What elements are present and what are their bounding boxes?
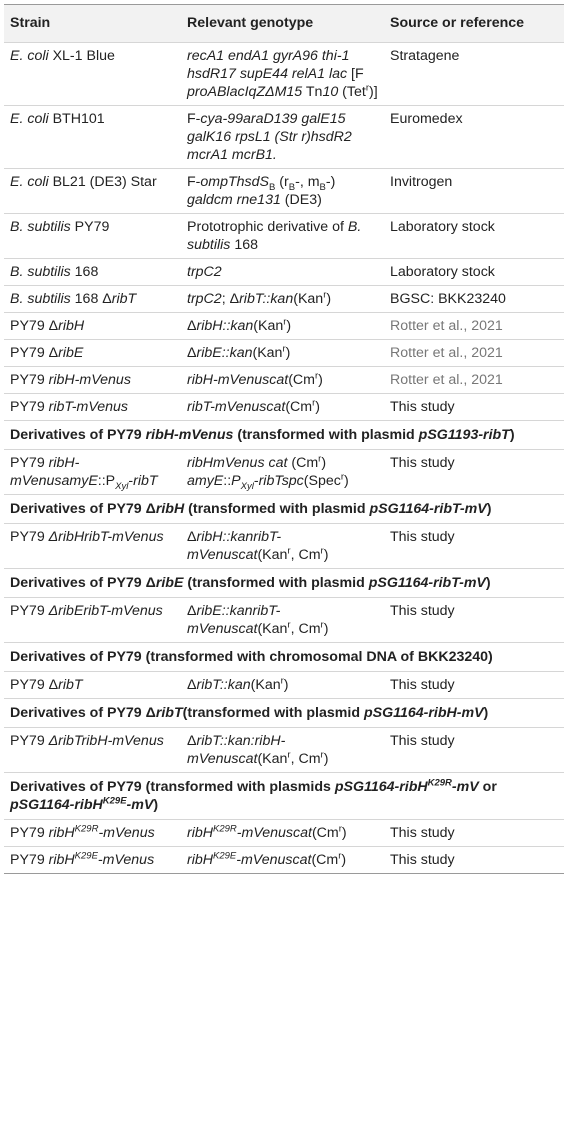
- table-row: [4, 847, 564, 874]
- genotype-cell: ΔribE::kanribT-mVenuscat(Kan$^r$, Cm$^r$): [181, 598, 384, 643]
- source-cell: Euromedex: [384, 106, 564, 169]
- genotype-cell: ΔribT::kan(Kan$^r$): [181, 672, 384, 699]
- table-row: [4, 450, 564, 495]
- source-cell: BGSC: BKK23240: [384, 286, 564, 313]
- table-row: [4, 214, 564, 259]
- source-cell: Invitrogen: [384, 169, 564, 214]
- table-body: [4, 43, 564, 874]
- genotype-cell: ribH-mVenuscat(Cm$^r$): [181, 367, 384, 394]
- section-header-row: [4, 421, 564, 450]
- strain-cell: PY79 ribT-mVenus: [4, 394, 181, 421]
- table-row: [4, 286, 564, 313]
- strain-cell: PY79 ΔribH: [4, 313, 181, 340]
- section-header-row: [4, 643, 564, 672]
- strain-cell: PY79 ΔribT: [4, 672, 181, 699]
- source-cell: Laboratory stock: [384, 214, 564, 259]
- strain-table: [4, 4, 564, 874]
- header-source: Source or reference: [390, 15, 525, 31]
- section-header-text: Derivatives of PY79 (transformed with chromosomal DNA of BKK23240): [4, 643, 564, 672]
- strain-cell: E. coli BTH101: [4, 106, 181, 169]
- strain-cell: B. subtilis 168 ΔribT: [4, 286, 181, 313]
- genotype-cell: F-ompThsdS$_B$ ($r_B-$, $m_B-$) galdcm rne131 (DE3): [181, 169, 384, 214]
- section-header-row: [4, 773, 564, 820]
- genotype-cell: ribH$^{K29R}$-mVenuscat(Cm$^r$): [181, 820, 384, 847]
- strain-cell: PY79 ΔribEribT-mVenus: [4, 598, 181, 643]
- section-header-text: Derivatives of PY79 (transformed with plasmids pSG1164-ribH$^{K29R}$-mV or pSG1164-ribH$^{K29E}$-mV): [4, 773, 564, 820]
- table-row: [4, 106, 564, 169]
- source-cell: This study: [384, 394, 564, 421]
- table-row: [4, 672, 564, 699]
- source-cell: Stratagene: [384, 43, 564, 106]
- source-cell: This study: [384, 728, 564, 773]
- table-row: [4, 524, 564, 569]
- strain-cell: PY79 ΔribHribT-mVenus: [4, 524, 181, 569]
- section-header-row: [4, 699, 564, 728]
- section-header-row: [4, 495, 564, 524]
- section-header-row: [4, 569, 564, 598]
- genotype-cell: trpC2: [181, 259, 384, 286]
- strain-cell: E. coli XL-1 Blue: [4, 43, 181, 106]
- genotype-cell: ΔribT::kan:ribH-mVenuscat(Kan$^r$, Cm$^r$): [181, 728, 384, 773]
- table-row: [4, 598, 564, 643]
- source-cell: This study: [384, 820, 564, 847]
- section-header-text: Derivatives of PY79 ribH-mVenus (transformed with plasmid pSG1193-ribT): [4, 421, 564, 450]
- table-row: [4, 169, 564, 214]
- table-row: [4, 367, 564, 394]
- table-row: [4, 820, 564, 847]
- strain-cell: E. coli BL21 (DE3) Star: [4, 169, 181, 214]
- table-row: [4, 728, 564, 773]
- table-header-row: [4, 5, 564, 43]
- header-strain: Strain: [10, 15, 51, 31]
- genotype-cell: ribHmVenus cat (Cm$^r$) $amyE::P_{Xyl}-ribTspc(Spec^r)$: [181, 450, 384, 495]
- strain-cell: PY79 ΔribTribH-mVenus: [4, 728, 181, 773]
- source-cell: Rotter et al., 2021: [384, 340, 564, 367]
- strain-cell: PY79 ribH-$mVenusamyE::P_{Xyl}$-ribT: [4, 450, 181, 495]
- section-header-text: Derivatives of PY79 ΔribE (transformed with plasmid pSG1164-ribT-mV): [4, 569, 564, 598]
- genotype-cell: ΔribH::kan(Kan$^r$): [181, 313, 384, 340]
- section-header-text: Derivatives of PY79 ΔribT(transformed with plasmid pSG1164-ribH-mV): [4, 699, 564, 728]
- table-row: [4, 259, 564, 286]
- strain-cell: PY79 ΔribE: [4, 340, 181, 367]
- strain-cell: B. subtilis 168: [4, 259, 181, 286]
- source-cell: This study: [384, 672, 564, 699]
- strain-cell: PY79 ribH$^{K29E}$-mVenus: [4, 847, 181, 874]
- section-header-text: Derivatives of PY79 ΔribH (transformed with plasmid pSG1164-ribT-mV): [4, 495, 564, 524]
- source-cell: Laboratory stock: [384, 259, 564, 286]
- genotype-cell: ΔribE::kan(Kan$^r$): [181, 340, 384, 367]
- strain-cell: PY79 ribH$^{K29R}$-mVenus: [4, 820, 181, 847]
- source-cell: This study: [384, 847, 564, 874]
- strain-cell: PY79 ribH-mVenus: [4, 367, 181, 394]
- genotype-cell: F-cya-99araD139 galE15 galK16 rpsL1 (Str r)hsdR2 mcrA1 mcrB1.: [181, 106, 384, 169]
- table-row: [4, 394, 564, 421]
- source-cell: This study: [384, 524, 564, 569]
- genotype-cell: Prototrophic derivative of B. subtilis 168: [181, 214, 384, 259]
- table-row: [4, 340, 564, 367]
- strain-cell: B. subtilis PY79: [4, 214, 181, 259]
- source-cell: This study: [384, 598, 564, 643]
- genotype-cell: ribT-mVenuscat(Cm$^r$): [181, 394, 384, 421]
- genotype-cell: recA1 endA1 gyrA96 thi-1 hsdR17 supE44 relA1 lac [F proABlacIqZΔM15 Tn10 (Tet$^r$)]: [181, 43, 384, 106]
- source-cell: Rotter et al., 2021: [384, 367, 564, 394]
- source-cell: This study: [384, 450, 564, 495]
- genotype-cell: trpC2; ΔribT::kan(Kan$^r$): [181, 286, 384, 313]
- header-genotype: Relevant genotype: [187, 15, 314, 31]
- genotype-cell: ribH$^{K29E}$-mVenuscat(Cm$^r$): [181, 847, 384, 874]
- source-cell: Rotter et al., 2021: [384, 313, 564, 340]
- table-row: [4, 313, 564, 340]
- table-row: [4, 43, 564, 106]
- genotype-cell: ΔribH::kanribT-mVenuscat(Kan$^r$, Cm$^r$): [181, 524, 384, 569]
